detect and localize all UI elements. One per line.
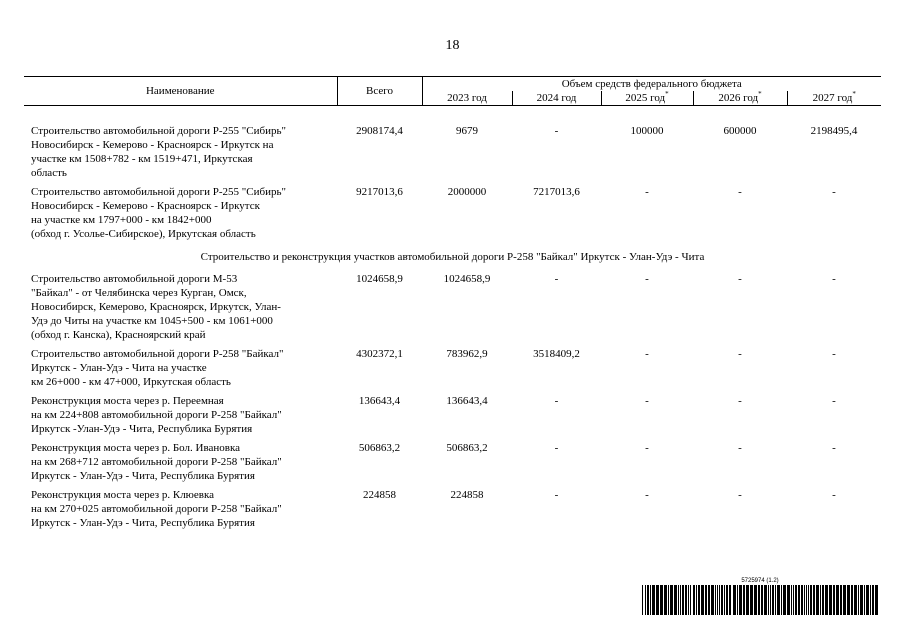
barcode-bar: [678, 585, 679, 615]
row-total: 2908174,4: [356, 125, 403, 137]
barcode-bar: [770, 585, 771, 615]
barcode-bar: [851, 585, 853, 615]
page-number: 18: [445, 38, 460, 53]
barcode-bar: [816, 585, 819, 615]
barcode-bar: [682, 585, 684, 615]
row-value-year-2: -: [645, 489, 649, 501]
row-value-year-0: 783962,9: [446, 348, 488, 360]
row-value-year-0: 2000000: [447, 186, 487, 198]
row-value-year-4: -: [832, 395, 836, 407]
header-year-0: [422, 91, 512, 106]
row-name: Строительство автомобильной дороги Р-255 "Сибирь" Новосибирск - Кемерово - Красноярск - Иркутск на участке км 1797+000 - км 1842+000 (обход г. Усолье-Сибирское), Иркутская область: [31, 186, 286, 240]
barcode-bar: [854, 585, 857, 615]
row-value-year-2: -: [645, 186, 649, 198]
barcode-bar: [813, 585, 815, 615]
row-value-year-1: 7217013,6: [533, 186, 580, 198]
section-row: [24, 246, 881, 272]
barcode-bar: [875, 585, 878, 615]
barcode-bar: [822, 585, 824, 615]
barcode-bar: [717, 585, 718, 615]
barcode-bar: [781, 585, 782, 615]
barcode-bar: [808, 585, 809, 615]
header-year-label: 2023 год: [447, 92, 487, 104]
barcode-bar: [688, 585, 689, 615]
barcode-bar: [647, 585, 649, 615]
row-value-year-4: -: [832, 442, 836, 454]
row-name: Строительство автомобильной дороги Р-258 "Байкал" Иркутск - Улан-Удэ - Чита на участке км 26+000 - км 47+000, Иркутская область: [31, 348, 284, 388]
barcode-bar: [795, 585, 797, 615]
header-year-3: [693, 91, 787, 106]
row-value-year-3: -: [738, 273, 742, 285]
row-value-year-1: 3518409,2: [533, 348, 580, 360]
barcode-bar: [870, 585, 871, 615]
barcode-bar: [733, 585, 736, 615]
barcode-bar: [783, 585, 786, 615]
row-value-year-4: -: [832, 348, 836, 360]
barcode-bar: [820, 585, 821, 615]
row-value-year-1: -: [554, 442, 559, 454]
table-row: [24, 488, 881, 535]
row-name: Строительство автомобильной дороги М-53 "Байкал" - от Челябинска через Курган, Омск, Новосибирск, Кемерово, Красноярск, Иркутск, Улан- Удэ до Читы на участке км 1045+500 - км 1061+000 (обход г. Канска), Красноярский край: [31, 273, 281, 341]
row-value-year-3: -: [738, 442, 742, 454]
footnote-mark: *: [852, 90, 856, 98]
row-total: 224858: [363, 489, 396, 501]
barcode-bar: [652, 585, 655, 615]
budget-table: [24, 76, 881, 535]
table-row: [24, 272, 881, 347]
barcode-bar: [715, 585, 716, 615]
table-row: [24, 394, 881, 441]
barcode-bar: [743, 585, 745, 615]
row-total: 4302372,1: [356, 348, 403, 360]
header-year-2: [601, 91, 693, 106]
barcode-bar: [701, 585, 704, 615]
row-value-year-0: 136643,4: [446, 395, 488, 407]
barcode-bar: [872, 585, 874, 615]
row-value-year-1: -: [554, 273, 559, 285]
barcode-bar: [650, 585, 651, 615]
barcode-bar: [806, 585, 807, 615]
table-row: [24, 441, 881, 488]
header-budget-group: Объем средств федерального бюджета: [422, 77, 881, 92]
barcode-bar: [768, 585, 769, 615]
header-year-4: [787, 91, 881, 106]
barcode-bar: [866, 585, 869, 615]
barcode-bar: [858, 585, 859, 615]
barcode-bar: [798, 585, 800, 615]
barcode-bar: [758, 585, 760, 615]
header-year-label: 2025 год: [625, 92, 666, 104]
row-value-year-2: -: [645, 273, 649, 285]
table-row: [24, 124, 881, 185]
row-total: 136643,4: [358, 395, 401, 407]
row-value-year-0: 506863,2: [446, 442, 488, 454]
row-total: 9217013,6: [356, 186, 403, 198]
row-name: Строительство автомобильной дороги Р-255 "Сибирь" Новосибирск - Кемерово - Красноярск - Иркутск на участке км 1508+782 - км 1519+471, Иркутская область: [31, 125, 286, 179]
header-total: Всего: [337, 77, 422, 106]
row-value-year-1: -: [554, 395, 559, 407]
barcode: [640, 578, 880, 615]
barcode-bar: [670, 585, 673, 615]
header-year-label: 2024 год: [536, 92, 577, 104]
table-row: [24, 347, 881, 394]
row-value-year-2: -: [645, 348, 649, 360]
barcode-bar: [787, 585, 790, 615]
barcode-bar: [801, 585, 803, 615]
row-value-year-2: -: [645, 442, 649, 454]
barcode-bar: [668, 585, 669, 615]
row-total: 1024658,9: [356, 273, 403, 285]
barcode-bar: [775, 585, 776, 615]
barcode-bar: [642, 585, 643, 615]
barcode-bar: [791, 585, 792, 615]
barcode-bar: [680, 585, 681, 615]
row-name: Реконструкция моста через р. Переемная на км 224+808 автомобильной дороги Р-258 "Байкал" Иркутск -Улан-Удэ - Чита, Республика Бурятия: [31, 395, 282, 435]
barcode-bar: [724, 585, 725, 615]
barcode-bar: [829, 585, 832, 615]
barcode-bar: [864, 585, 865, 615]
barcode-bar: [660, 585, 663, 615]
barcode-bar: [833, 585, 835, 615]
barcode-bar: [645, 585, 646, 615]
barcode-bar: [860, 585, 863, 615]
footnote-mark: *: [758, 90, 762, 98]
barcode-bar: [721, 585, 723, 615]
barcode-bar: [698, 585, 700, 615]
row-value-year-3: -: [738, 395, 742, 407]
barcode-bar: [810, 585, 812, 615]
barcode-bar: [739, 585, 742, 615]
barcode-bar: [847, 585, 850, 615]
footnote-mark: *: [665, 90, 669, 98]
barcode-bar: [772, 585, 774, 615]
row-value-year-1: -: [554, 489, 559, 501]
row-total: 506863,2: [358, 442, 401, 454]
table-row: [24, 185, 881, 246]
row-value-year-2: 100000: [630, 125, 664, 137]
barcode-bar: [693, 585, 695, 615]
barcode-bar: [793, 585, 794, 615]
row-value-year-0: 9679: [456, 125, 478, 137]
row-value-year-3: -: [738, 348, 742, 360]
row-value-year-4: -: [832, 273, 836, 285]
row-value-year-1: -: [554, 125, 559, 137]
barcode-bar: [836, 585, 839, 615]
row-value-year-0: 224858: [450, 489, 484, 501]
barcode-bar: [708, 585, 710, 615]
barcode-bar: [664, 585, 667, 615]
barcode-bar: [746, 585, 749, 615]
barcode-image: [640, 585, 880, 615]
row-value-year-3: -: [738, 186, 742, 198]
row-value-year-3: 600000: [723, 125, 757, 137]
row-value-year-0: 1024658,9: [443, 273, 491, 285]
barcode-caption: 5725974 (1.2): [741, 578, 779, 584]
barcode-bar: [754, 585, 757, 615]
header-year-label: 2026 год: [718, 92, 759, 104]
barcode-bar: [840, 585, 842, 615]
barcode-bar: [711, 585, 714, 615]
row-value-year-4: -: [832, 489, 836, 501]
barcode-bar: [674, 585, 677, 615]
barcode-bar: [825, 585, 828, 615]
header-year-1: [512, 91, 601, 106]
section-title: Строительство и реконструкция участков автомобильной дороги Р-258 "Байкал" Иркутск - Улан-Удэ - Чита: [200, 251, 705, 263]
barcode-bar: [729, 585, 731, 615]
barcode-bar: [804, 585, 805, 615]
barcode-bar: [737, 585, 738, 615]
barcode-bar: [719, 585, 720, 615]
barcode-bar: [761, 585, 763, 615]
barcode-bar: [696, 585, 697, 615]
barcode-bar: [750, 585, 753, 615]
barcode-bar: [685, 585, 687, 615]
barcode-bar: [764, 585, 767, 615]
row-value-year-3: -: [738, 489, 742, 501]
barcode-bar: [656, 585, 659, 615]
barcode-bar: [843, 585, 846, 615]
header-year-label: 2027 год: [812, 92, 853, 104]
barcode-bar: [690, 585, 691, 615]
row-name: Реконструкция моста через р. Бол. Ивановка на км 268+712 автомобильной дороги Р-258 "Байкал" Иркутск - Улан-Удэ - Чита, Республика Бурятия: [31, 442, 282, 482]
row-value-year-4: -: [832, 186, 836, 198]
row-name: Реконструкция моста через р. Клюевка на км 270+025 автомобильной дороги Р-258 "Байкал" Иркутск - Улан-Удэ - Чита, Республика Бурятия: [31, 489, 282, 529]
barcode-bar: [777, 585, 780, 615]
barcode-bar: [705, 585, 707, 615]
row-value-year-2: -: [645, 395, 649, 407]
barcode-bar: [726, 585, 728, 615]
header-name: Наименование: [24, 77, 337, 106]
row-value-year-4: 2198495,4: [810, 125, 858, 137]
